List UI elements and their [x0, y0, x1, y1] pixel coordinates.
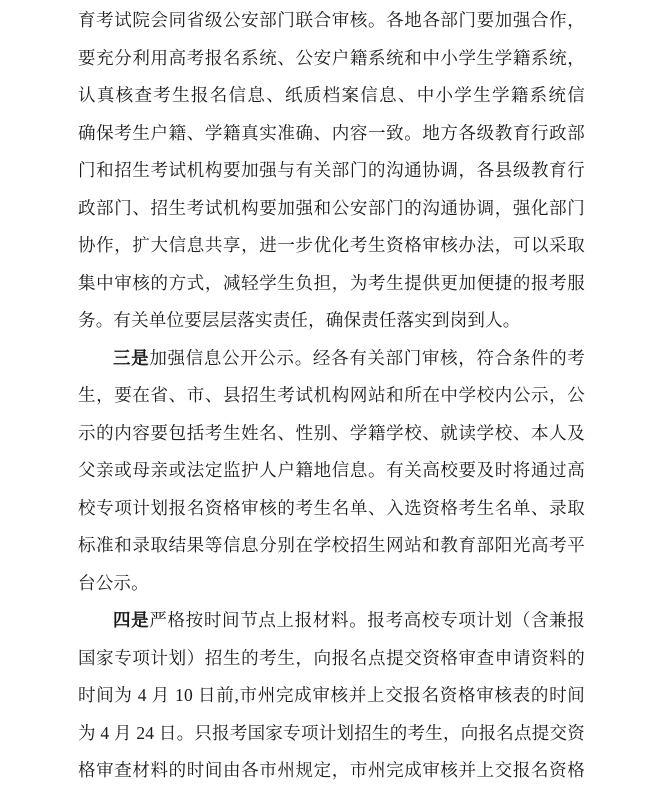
text-line: 标准和录取结果等信息分别在学校招生网站和教育部阳光高考平: [78, 535, 585, 555]
document-text: [78, 2, 585, 790]
text-line: 时间为 4 月 10 日前,市州完成审核并上交报名资格审核表的时间: [78, 685, 585, 705]
text-line: 国家专项计划）招生的考生，向报名点提交资格审查申请资料的: [78, 647, 585, 668]
text-line: 务。有关单位要层层落实责任，确保责任落实到岗到人。: [78, 310, 521, 330]
paragraph-lead-bold: 三是: [113, 347, 150, 368]
text-line: 确保考生户籍、学籍真实准确、内容一致。地方各级教育行政部: [78, 122, 585, 143]
text-line: 门和招生考试机构要加强与有关部门的沟通协调，各县级教育行: [78, 160, 585, 180]
text-line: 校专项计划报名资格审核的考生名单、入选资格考生名单、录取: [78, 497, 585, 518]
text-line: 集中审核的方式，减轻学生负担，为考生提供更加便捷的报考服: [78, 272, 585, 293]
text-line: 父亲或母亲或法定监护人户籍地信息。有关高校要及时将通过高: [78, 460, 585, 480]
text-line: 三是加强信息公开公示。经各有关部门审核，符合条件的考: [113, 347, 585, 368]
text-line: 要充分利用高考报名系统、公安户籍系统和中小学生学籍系统，: [78, 47, 585, 68]
text-line: 格审查材料的时间由各市州规定，市州完成审核并上交报名资格: [78, 760, 585, 780]
paragraph-lead-bold: 四是: [113, 610, 150, 630]
text-line: 生，要在省、市、县招生考试机构网站和所在中学校内公示，公: [78, 385, 585, 405]
text-line: 认真核查考生报名信息、纸质档案信息、中小学生学籍系统信: [78, 85, 585, 105]
text-line: 为 4 月 24 日。只报考国家专项计划招生的考生，向报名点提交资: [78, 722, 585, 743]
text-line: 示的内容要包括考生姓名、性别、学籍学校、就读学校、本人及: [78, 422, 585, 443]
text-line: 政部门、招生考试机构要加强和公安部门的沟通协调，强化部门: [78, 197, 585, 218]
text-line: 四是严格按时间节点上报材料。报考高校专项计划（含兼报: [113, 610, 585, 630]
text-line: 育考试院会同省级公安部门联合审核。各地各部门要加强合作，: [78, 10, 585, 30]
text-line: 台公示。: [78, 572, 149, 593]
text-line: 协作，扩大信息共享，进一步优化考生资格审核办法，可以采取: [78, 235, 585, 255]
